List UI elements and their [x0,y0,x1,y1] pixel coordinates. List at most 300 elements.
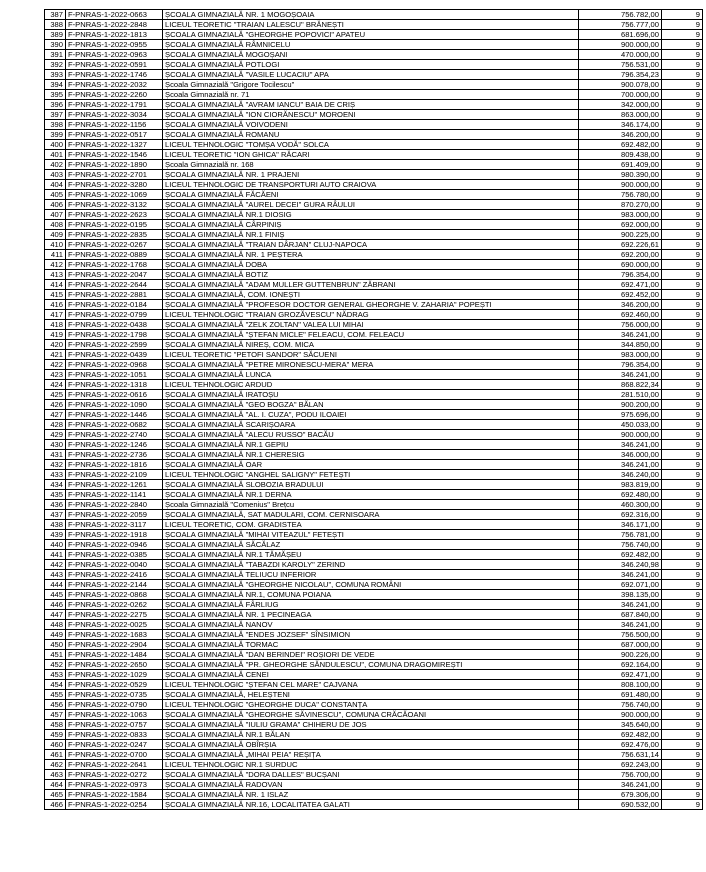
table-row [45,740,703,750]
table-row [45,490,703,500]
school-name-cell: ȘCOALA GIMNAZIALĂ "GEO BOGZA" BĂLAN [163,400,579,410]
project-code-cell: F-PNRAS-1-2022-2644 [66,280,163,290]
round-cell: 9 [662,110,703,120]
round-cell: 9 [662,20,703,30]
table-row [45,720,703,730]
table-row [45,400,703,410]
round-cell: 9 [662,720,703,730]
project-code-cell: F-PNRAS-1-2022-1816 [66,460,163,470]
project-code-cell: F-PNRAS-1-2022-2599 [66,340,163,350]
row-number-cell: 438 [45,520,66,530]
row-number-cell: 419 [45,330,66,340]
amount-cell: 346.241,00 [579,330,662,340]
amount-cell: 346.174,00 [579,120,662,130]
row-number-cell: 413 [45,270,66,280]
amount-cell: 346.241,00 [579,570,662,580]
project-code-cell: F-PNRAS-1-2022-0757 [66,720,163,730]
project-code-cell: F-PNRAS-1-2022-0040 [66,560,163,570]
amount-cell: 346.241,00 [579,440,662,450]
row-number-cell: 403 [45,170,66,180]
school-name-cell: ȘCOALA GIMNAZIALĂ NR. 1 MOGOȘOAIA [163,10,579,20]
school-name-cell: ȘCOALA GIMNAZIALĂ "PETRE MIRONESCU-MERA" MERA [163,360,579,370]
project-code-cell: F-PNRAS-1-2022-0529 [66,680,163,690]
row-number-cell: 400 [45,140,66,150]
school-name-cell: ȘCOALA GIMNAZIALĂ "ADAM MULLER GUTTENBRUN" ZĂBRANI [163,280,579,290]
school-name-cell: ȘCOALA GIMNAZIALĂ "ȘTEFAN MICLE" FELEACU, COM. FELEACU [163,330,579,340]
round-cell: 9 [662,440,703,450]
row-number-cell: 453 [45,670,66,680]
project-code-cell: F-PNRAS-1-2022-2641 [66,760,163,770]
table-row [45,680,703,690]
row-number-cell: 402 [45,160,66,170]
row-number-cell: 448 [45,620,66,630]
school-name-cell: ȘCOALA GIMNAZIALĂ VOIVODENI [163,120,579,130]
school-name-cell: ȘCOALA GIMNAZIALĂ "VASILE LUCACIU" APA [163,70,579,80]
school-name-cell: ȘCOALA GIMNAZIALĂ RÂMNICELU [163,40,579,50]
row-number-cell: 460 [45,740,66,750]
row-number-cell: 458 [45,720,66,730]
project-code-cell: F-PNRAS-1-2022-0955 [66,40,163,50]
school-name-cell: ȘCOALA GIMNAZIALĂ "PR. GHEORGHE SĂNDULESCU", COMUNA DRAGOMIREȘTI [163,660,579,670]
round-cell: 9 [662,700,703,710]
amount-cell: 692.482,00 [579,550,662,560]
project-code-cell: F-PNRAS-1-2022-1069 [66,190,163,200]
round-cell: 9 [662,280,703,290]
table-row [45,430,703,440]
row-number-cell: 389 [45,30,66,40]
project-code-cell: F-PNRAS-1-2022-0184 [66,300,163,310]
row-number-cell: 406 [45,200,66,210]
project-code-cell: F-PNRAS-1-2022-1768 [66,260,163,270]
row-number-cell: 392 [45,60,66,70]
amount-cell: 868.822,34 [579,380,662,390]
row-number-cell: 445 [45,590,66,600]
row-number-cell: 408 [45,220,66,230]
round-cell: 9 [662,630,703,640]
table-row [45,610,703,620]
row-number-cell: 401 [45,150,66,160]
table-row [45,270,703,280]
project-code-cell: F-PNRAS-1-2022-1156 [66,120,163,130]
row-number-cell: 412 [45,260,66,270]
row-number-cell: 422 [45,360,66,370]
row-number-cell: 393 [45,70,66,80]
row-number-cell: 428 [45,420,66,430]
table-row [45,90,703,100]
row-number-cell: 395 [45,90,66,100]
project-code-cell: F-PNRAS-1-2022-0262 [66,600,163,610]
project-code-cell: F-PNRAS-1-2022-1584 [66,790,163,800]
project-code-cell: F-PNRAS-1-2022-2848 [66,20,163,30]
school-name-cell: ȘCOALA GIMNAZIALĂ MOGOȘANI [163,50,579,60]
round-cell: 9 [662,170,703,180]
table-row [45,650,703,660]
row-number-cell: 450 [45,640,66,650]
table-row [45,50,703,60]
amount-cell: 796.354,00 [579,270,662,280]
round-cell: 9 [662,790,703,800]
round-cell: 9 [662,330,703,340]
round-cell: 9 [662,470,703,480]
round-cell: 9 [662,640,703,650]
school-name-cell: ȘCOALA GIMNAZIALĂ "ZELK ZOLTAN" VALEA LUI MIHAI [163,320,579,330]
project-code-cell: F-PNRAS-1-2022-0439 [66,350,163,360]
table-row [45,290,703,300]
school-name-cell: ȘCOALA GIMNAZIALĂ NR.1 GEPIU [163,440,579,450]
row-number-cell: 465 [45,790,66,800]
amount-cell: 690.532,00 [579,800,662,810]
row-number-cell: 409 [45,230,66,240]
school-name-cell: ȘCOALA GIMNAZIALĂ NR.16, LOCALITATEA GALATI [163,800,579,810]
row-number-cell: 466 [45,800,66,810]
row-number-cell: 456 [45,700,66,710]
round-cell: 9 [662,240,703,250]
table-row [45,690,703,700]
project-code-cell: F-PNRAS-1-2022-0247 [66,740,163,750]
amount-cell: 900.000,00 [579,40,662,50]
project-code-cell: F-PNRAS-1-2022-3280 [66,180,163,190]
table-row [45,640,703,650]
table-row [45,20,703,30]
round-cell: 9 [662,480,703,490]
project-code-cell: F-PNRAS-1-2022-0517 [66,130,163,140]
project-code-cell: F-PNRAS-1-2022-2904 [66,640,163,650]
school-name-cell: ȘCOALA GIMNAZIALĂ NR.1, COMUNA POIANA [163,590,579,600]
row-number-cell: 446 [45,600,66,610]
round-cell: 9 [662,600,703,610]
school-name-cell: ȘCOALA GIMNAZIALĂ "TRAIAN DÂRJAN" CLUJ-NAPOCA [163,240,579,250]
amount-cell: 692.164,00 [579,660,662,670]
amount-cell: 692.460,00 [579,310,662,320]
round-cell: 9 [662,730,703,740]
amount-cell: 900.000,00 [579,430,662,440]
amount-cell: 692.243,00 [579,760,662,770]
amount-cell: 796.354,00 [579,360,662,370]
row-number-cell: 441 [45,550,66,560]
school-name-cell: ȘCOALA GIMNAZIALĂ NR. 1 PRAJENI [163,170,579,180]
round-cell: 9 [662,550,703,560]
row-number-cell: 442 [45,560,66,570]
row-number-cell: 455 [45,690,66,700]
round-cell: 9 [662,780,703,790]
table-row [45,550,703,560]
amount-cell: 900.000,00 [579,710,662,720]
round-cell: 9 [662,350,703,360]
row-number-cell: 426 [45,400,66,410]
school-name-cell: ȘCOALA GIMNAZIALĂ SLOBOZIA BRADULUI [163,480,579,490]
round-cell: 9 [662,400,703,410]
amount-cell: 756.531,00 [579,60,662,70]
amount-cell: 692.471,00 [579,670,662,680]
project-code-cell: F-PNRAS-1-2022-1261 [66,480,163,490]
project-code-cell: F-PNRAS-1-2022-1791 [66,100,163,110]
school-name-cell: ȘCOALA GIMNAZIALĂ "TABAZDI KAROLY" ZERIND [163,560,579,570]
project-code-cell: F-PNRAS-1-2022-0946 [66,540,163,550]
round-cell: 9 [662,10,703,20]
project-code-cell: F-PNRAS-1-2022-1051 [66,370,163,380]
school-name-cell: ȘCOALA GIMNAZIALĂ NR. 1 ISLAZ [163,790,579,800]
round-cell: 9 [662,340,703,350]
table-row [45,570,703,580]
table-row [45,390,703,400]
school-name-cell: ȘCOALA GIMNAZIALĂ "GHEORGHE POPOVICI" APATEU [163,30,579,40]
round-cell: 9 [662,70,703,80]
amount-cell: 900.078,00 [579,80,662,90]
project-code-cell: F-PNRAS-1-2022-2275 [66,610,163,620]
table-row [45,420,703,430]
school-name-cell: ȘCOALA GIMNAZIALĂ ROMANU [163,130,579,140]
amount-cell: 870.270,00 [579,200,662,210]
round-cell: 9 [662,320,703,330]
round-cell: 9 [662,180,703,190]
row-number-cell: 439 [45,530,66,540]
amount-cell: 700.000,00 [579,90,662,100]
row-number-cell: 423 [45,370,66,380]
row-number-cell: 429 [45,430,66,440]
school-name-cell: ȘCOALA GIMNAZIALĂ DOBA [163,260,579,270]
round-cell: 9 [662,140,703,150]
table-row [45,750,703,760]
round-cell: 9 [662,300,703,310]
table-row [45,350,703,360]
table-row [45,710,703,720]
project-code-cell: F-PNRAS-1-2022-0700 [66,750,163,760]
project-code-cell: F-PNRAS-1-2022-2109 [66,470,163,480]
row-number-cell: 425 [45,390,66,400]
round-cell: 9 [662,310,703,320]
school-name-cell: ȘCOALA GIMNAZIALĂ "AUREL DECEI" GURA RÂULUI [163,200,579,210]
school-name-cell: ȘCOALA GIMNAZIALĂ CÂRPINIȘ [163,220,579,230]
table-row [45,410,703,420]
row-number-cell: 414 [45,280,66,290]
round-cell: 9 [662,500,703,510]
table-row [45,760,703,770]
project-code-cell: F-PNRAS-1-2022-1813 [66,30,163,40]
round-cell: 9 [662,670,703,680]
row-number-cell: 404 [45,180,66,190]
project-code-cell: F-PNRAS-1-2022-0868 [66,590,163,600]
project-code-cell: F-PNRAS-1-2022-1890 [66,160,163,170]
amount-cell: 900.225,00 [579,230,662,240]
round-cell: 9 [662,450,703,460]
table-row [45,100,703,110]
row-number-cell: 405 [45,190,66,200]
round-cell: 9 [662,200,703,210]
round-cell: 9 [662,680,703,690]
round-cell: 9 [662,360,703,370]
school-name-cell: ȘCOALA GIMNAZIALĂ NR.1 DIOSIG [163,210,579,220]
table-row [45,170,703,180]
project-code-cell: F-PNRAS-1-2022-0790 [66,700,163,710]
table-row [45,10,703,20]
table-row [45,240,703,250]
project-code-cell: F-PNRAS-1-2022-2881 [66,290,163,300]
round-cell: 9 [662,90,703,100]
project-code-cell: F-PNRAS-1-2022-2701 [66,170,163,180]
round-cell: 9 [662,420,703,430]
school-name-cell: ȘCOALA GIMNAZIALĂ POTLOGI [163,60,579,70]
table-row [45,120,703,130]
round-cell: 9 [662,490,703,500]
amount-cell: 756.500,00 [579,630,662,640]
round-cell: 9 [662,230,703,240]
table-row [45,220,703,230]
row-number-cell: 396 [45,100,66,110]
amount-cell: 346.241,00 [579,600,662,610]
project-code-cell: F-PNRAS-1-2022-3132 [66,200,163,210]
funding-table-body [45,10,703,810]
school-name-cell: ȘCOALA GIMNAZIALĂ NR.1 DERNA [163,490,579,500]
row-number-cell: 454 [45,680,66,690]
table-row [45,450,703,460]
amount-cell: 692.482,00 [579,140,662,150]
school-name-cell: ȘCOALA GIMNAZIALĂ "MIHAI VITEAZUL" FETEȘTI [163,530,579,540]
school-name-cell: ȘCOALA GIMNAZIALĂ SĂCĂLAZ [163,540,579,550]
table-row [45,260,703,270]
school-name-cell: ȘCOALA GIMNAZIALĂ TELIUCU INFERIOR [163,570,579,580]
project-code-cell: F-PNRAS-1-2022-0682 [66,420,163,430]
round-cell: 9 [662,710,703,720]
school-name-cell: ȘCOALA GIMNAZIALĂ IRATOȘU [163,390,579,400]
project-code-cell: F-PNRAS-1-2022-0616 [66,390,163,400]
row-number-cell: 432 [45,460,66,470]
school-name-cell: LICEUL TEHNOLOGIC "ȘTEFAN CEL MARE" CAJVANA [163,680,579,690]
table-row [45,280,703,290]
school-name-cell: ȘCOALA GIMNAZIALĂ NR.1 FINIȘ [163,230,579,240]
round-cell: 9 [662,50,703,60]
round-cell: 9 [662,100,703,110]
row-number-cell: 398 [45,120,66,130]
school-name-cell: ȘCOALA GIMNAZIALĂ NR.1 BĂLAN [163,730,579,740]
amount-cell: 342.000,00 [579,100,662,110]
table-row [45,210,703,220]
school-name-cell: ȘCOALA GIMNAZIALĂ OAR [163,460,579,470]
round-cell: 9 [662,620,703,630]
amount-cell: 809.438,00 [579,150,662,160]
row-number-cell: 430 [45,440,66,450]
project-code-cell: F-PNRAS-1-2022-0968 [66,360,163,370]
amount-cell: 900.000,00 [579,180,662,190]
table-row [45,530,703,540]
round-cell: 9 [662,40,703,50]
table-row [45,480,703,490]
round-cell: 9 [662,220,703,230]
project-code-cell: F-PNRAS-1-2022-2047 [66,270,163,280]
amount-cell: 756.000,00 [579,320,662,330]
amount-cell: 756.777,00 [579,20,662,30]
amount-cell: 687.000,00 [579,640,662,650]
amount-cell: 900.200,00 [579,400,662,410]
project-code-cell: F-PNRAS-1-2022-3117 [66,520,163,530]
project-code-cell: F-PNRAS-1-2022-1327 [66,140,163,150]
round-cell: 9 [662,520,703,530]
round-cell: 9 [662,430,703,440]
round-cell: 9 [662,750,703,760]
table-row [45,440,703,450]
amount-cell: 692.480,00 [579,490,662,500]
school-name-cell: ȘCOALA GIMNAZIALĂ LUNCA [163,370,579,380]
table-row [45,470,703,480]
round-cell: 9 [662,270,703,280]
amount-cell: 863.000,00 [579,110,662,120]
funding-table [44,9,703,810]
row-number-cell: 449 [45,630,66,640]
round-cell: 9 [662,130,703,140]
school-name-cell: ȘCOALA GIMNAZIALĂ "ALECU RUSSO" BACĂU [163,430,579,440]
school-name-cell: LICEUL TEHNOLOGIC ARDUD [163,380,579,390]
project-code-cell: F-PNRAS-1-2022-0025 [66,620,163,630]
row-number-cell: 434 [45,480,66,490]
row-number-cell: 388 [45,20,66,30]
school-name-cell: ȘCOALA GIMNAZIALĂ, SAT MADULARI, COM. CERNISOARA [163,510,579,520]
table-row [45,200,703,210]
table-row [45,700,703,710]
row-number-cell: 464 [45,780,66,790]
round-cell: 9 [662,160,703,170]
project-code-cell: F-PNRAS-1-2022-1683 [66,630,163,640]
row-number-cell: 418 [45,320,66,330]
row-number-cell: 387 [45,10,66,20]
school-name-cell: ȘCOALA GIMNAZIALĂ FÂRLIUG [163,600,579,610]
project-code-cell: F-PNRAS-1-2022-2736 [66,450,163,460]
amount-cell: 692.226,61 [579,240,662,250]
table-row [45,660,703,670]
school-name-cell: ȘCOALA GIMNAZIALĂ FĂCĂENI [163,190,579,200]
school-name-cell: ȘCOALA GIMNAZIALĂ "GHEORGHE NICOLAU", COMUNA ROMÂNI [163,580,579,590]
project-code-cell: F-PNRAS-1-2022-1918 [66,530,163,540]
amount-cell: 346.241,00 [579,620,662,630]
school-name-cell: LICEUL TEHNOLOGIC NR.1 SURDUC [163,760,579,770]
row-number-cell: 463 [45,770,66,780]
round-cell: 9 [662,740,703,750]
amount-cell: 692.452,00 [579,290,662,300]
table-row [45,590,703,600]
school-name-cell: LICEUL TEHNOLOGIC DE TRANSPORTURI AUTO CRAIOVA [163,180,579,190]
project-code-cell: F-PNRAS-1-2022-1029 [66,670,163,680]
row-number-cell: 397 [45,110,66,120]
school-name-cell: ȘCOALA GIMNAZIALĂ, COM. IONEȘTI [163,290,579,300]
amount-cell: 346.240,00 [579,470,662,480]
table-row [45,130,703,140]
project-code-cell: F-PNRAS-1-2022-0591 [66,60,163,70]
school-name-cell: LICEUL TEHNOLOGIC "TOMȘA VODĂ" SOLCA [163,140,579,150]
amount-cell: 691.409,00 [579,160,662,170]
table-row [45,780,703,790]
row-number-cell: 431 [45,450,66,460]
round-cell: 9 [662,250,703,260]
row-number-cell: 390 [45,40,66,50]
school-name-cell: LICEUL TEORETIC, COM. GRADISTEA [163,520,579,530]
row-number-cell: 462 [45,760,66,770]
school-name-cell: ȘCOALA GIMNAZIALĂ TORMAC [163,640,579,650]
table-row [45,630,703,640]
school-name-cell: LICEUL TEORETIC "TRAIAN LALESCU" BRĂNEȘTI [163,20,579,30]
table-row [45,730,703,740]
school-name-cell: Școala Gimnazială "Grigore Tocilescu" [163,80,579,90]
table-row [45,460,703,470]
amount-cell: 346.200,00 [579,130,662,140]
school-name-cell: ȘCOALA GIMNAZIALĂ NIREȘ, COM. MICA [163,340,579,350]
project-code-cell: F-PNRAS-1-2022-0438 [66,320,163,330]
project-code-cell: F-PNRAS-1-2022-0663 [66,10,163,20]
round-cell: 9 [662,510,703,520]
round-cell: 9 [662,580,703,590]
project-code-cell: F-PNRAS-1-2022-0272 [66,770,163,780]
school-name-cell: ȘCOALA GIMNAZIALĂ "DORA DALLES" BUCȘANI [163,770,579,780]
amount-cell: 344.850,00 [579,340,662,350]
table-row [45,190,703,200]
project-code-cell: F-PNRAS-1-2022-2650 [66,660,163,670]
